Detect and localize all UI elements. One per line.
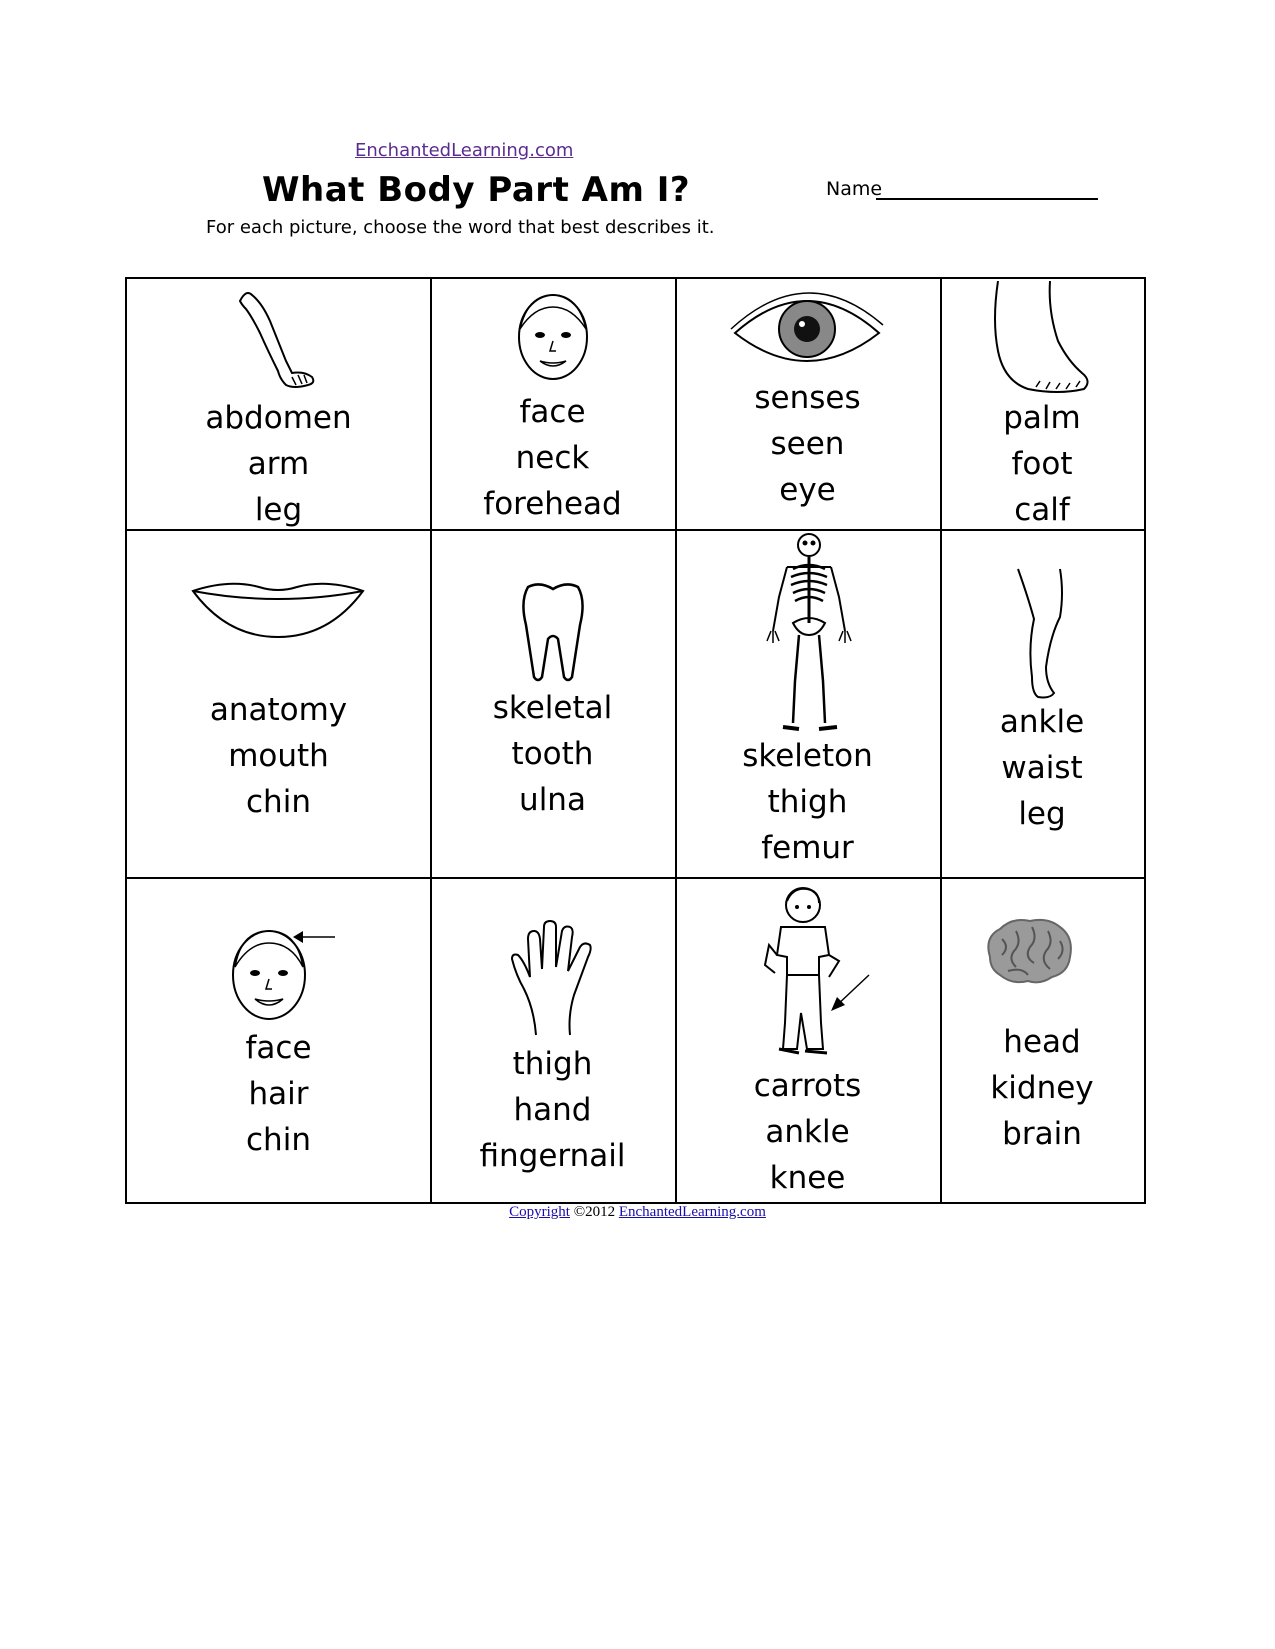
word-option[interactable]: knee (769, 1160, 846, 1196)
footer (0, 1204, 1275, 1221)
name-label: Name (826, 178, 883, 200)
word-option[interactable]: arm (247, 446, 310, 482)
word-option[interactable]: hand (513, 1092, 592, 1128)
face-icon (508, 285, 598, 385)
word-option[interactable]: face (519, 394, 586, 430)
cell-2 (430, 279, 675, 529)
word-option[interactable]: femur (761, 830, 854, 866)
word-option[interactable]: neck (515, 440, 590, 476)
cell-3 (675, 279, 940, 529)
eye-icon (729, 289, 885, 373)
site-link[interactable]: EnchantedLearning.com (355, 140, 574, 161)
boy-with-knee-arrow-icon (751, 883, 875, 1063)
cell-5 (127, 529, 430, 877)
word-option[interactable]: ankle (999, 704, 1085, 740)
copyright-year: ©2012 (569, 1204, 619, 1220)
word-list (675, 733, 940, 871)
word-list (127, 395, 430, 533)
arm-icon (232, 281, 322, 396)
picture-grid (125, 277, 1146, 1204)
word-option[interactable]: kidney (990, 1070, 1094, 1106)
word-option[interactable]: tooth (511, 736, 594, 772)
worksheet-title: What Body Part Am I? (262, 170, 691, 210)
word-option[interactable]: carrots (753, 1068, 862, 1104)
cell-11 (675, 877, 940, 1204)
word-option[interactable]: fingernail (479, 1138, 626, 1174)
word-list (127, 1025, 430, 1163)
word-list (127, 687, 430, 825)
word-option[interactable]: face (245, 1030, 312, 1066)
cell-4 (940, 279, 1144, 529)
word-option[interactable]: foot (1011, 446, 1073, 482)
word-option[interactable]: seen (770, 426, 845, 462)
word-option[interactable]: head (1003, 1024, 1081, 1060)
word-option[interactable]: mouth (228, 738, 329, 774)
word-list (940, 699, 1144, 837)
instructions: For each picture, choose the word that best describes it. (206, 217, 715, 238)
word-option[interactable]: anatomy (209, 692, 348, 728)
brain-icon (982, 917, 1074, 987)
word-option[interactable]: hair (248, 1076, 309, 1112)
word-option[interactable]: forehead (483, 486, 622, 522)
word-option[interactable]: leg (254, 492, 303, 528)
cell-6 (430, 529, 675, 877)
word-option[interactable]: abdomen (205, 400, 352, 436)
foot-icon (988, 281, 1093, 396)
word-option[interactable]: calf (1014, 492, 1070, 528)
word-option[interactable]: thigh (512, 1046, 593, 1082)
word-option[interactable]: ankle (765, 1114, 850, 1150)
word-option[interactable]: ulna (519, 782, 586, 818)
leg-icon (1014, 567, 1074, 701)
word-option[interactable]: eye (779, 472, 836, 508)
tooth-icon (518, 581, 588, 685)
word-list (430, 389, 675, 527)
word-list (940, 1019, 1144, 1157)
word-option[interactable]: thigh (767, 784, 848, 820)
hand-icon (508, 919, 598, 1037)
cell-12 (940, 877, 1144, 1204)
footer-site-link[interactable]: EnchantedLearning.com (618, 1204, 766, 1220)
cell-1 (127, 279, 430, 529)
word-list (430, 685, 675, 823)
lips-icon (189, 581, 367, 641)
skeleton-icon (759, 531, 859, 735)
word-option[interactable]: chin (246, 1122, 311, 1158)
cell-9 (127, 877, 430, 1204)
word-option[interactable]: leg (1018, 796, 1066, 832)
word-option[interactable]: waist (1001, 750, 1083, 786)
cell-8 (940, 529, 1144, 877)
word-option[interactable]: skeleton (742, 738, 873, 774)
word-option[interactable]: senses (754, 380, 861, 416)
word-option[interactable]: palm (1003, 400, 1081, 436)
word-list (675, 1063, 940, 1201)
copyright-link[interactable]: Copyright (509, 1204, 570, 1220)
cell-7 (675, 529, 940, 877)
word-list (675, 375, 940, 513)
word-option[interactable]: chin (246, 784, 311, 820)
word-option[interactable]: skeletal (492, 690, 613, 726)
word-list (940, 395, 1144, 533)
word-option[interactable]: brain (1002, 1116, 1082, 1152)
word-list (430, 1041, 675, 1179)
face-with-arrow-icon (221, 917, 341, 1027)
name-blank-line (876, 198, 1098, 200)
cell-10 (430, 877, 675, 1204)
